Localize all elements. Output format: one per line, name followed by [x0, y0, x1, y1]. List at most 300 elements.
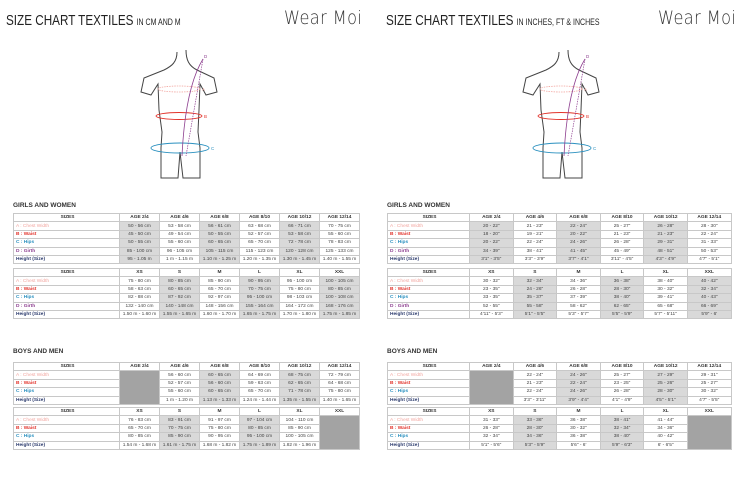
size-cell: 1.50 m - 1.60 m: [120, 310, 160, 318]
table-row: [14, 294, 360, 302]
size-cell: 148 - 156 cm: [200, 302, 240, 310]
size-cell: 25 - 27": [600, 222, 644, 230]
column-header: AGE 2/4: [470, 363, 514, 371]
size-cell: 1.13 m - 1.33 m: [200, 396, 240, 404]
size-cell: 55 - 60 cm: [320, 230, 360, 238]
column-header: XL: [644, 269, 688, 277]
size-cell: 5'1" - 5'6": [470, 441, 514, 449]
size-cell: 28 - 30": [687, 222, 731, 230]
size-cell: 96 - 105 cm: [160, 247, 200, 255]
size-cell: 3'3" - 3'11": [513, 396, 557, 404]
size-cell: 78 - 83 cm: [320, 239, 360, 247]
row-label: C : Hips: [388, 294, 470, 302]
size-cell: 26 - 28": [600, 239, 644, 247]
column-header: M: [557, 269, 601, 277]
size-cell: 65 - 70 cm: [240, 239, 280, 247]
row-label: Height (Size): [14, 255, 120, 263]
size-cell: 120 - 128 cm: [280, 247, 320, 255]
column-header: AGE 6/8: [200, 214, 240, 222]
size-cell: 5'5" - 5'9": [600, 310, 644, 318]
column-header: AGE 6/8: [200, 363, 240, 371]
size-cell: 71 - 78 cm: [280, 388, 320, 396]
size-cell: 26 - 28": [557, 285, 601, 293]
label-d: D: [586, 54, 590, 59]
size-cell: 70 - 75 cm: [160, 424, 200, 432]
size-cell: 95 - 100 cm: [240, 294, 280, 302]
size-cell: 5'3" - 5'7": [557, 310, 601, 318]
size-cell: 1.10 m - 1.25 m: [200, 255, 240, 263]
table-row: [388, 230, 732, 238]
header-row: [388, 214, 732, 222]
row-label: Height (Size): [388, 441, 470, 449]
column-header: S: [513, 269, 557, 277]
size-cell: 45 - 50 cm: [120, 230, 160, 238]
size-cell: 1.75 m - 1.85 m: [320, 310, 360, 318]
size-cell: 50 - 55 cm: [120, 239, 160, 247]
size-cell: 90 - 95 cm: [240, 277, 280, 285]
section-heading: GIRLS AND WOMEN: [387, 202, 450, 209]
row-label: A : Chest Width: [388, 222, 470, 230]
table-row: [388, 371, 732, 379]
size-cell: 40 - 43": [687, 294, 731, 302]
size-cell: 25 - 27": [687, 379, 731, 387]
size-table: [13, 407, 360, 450]
size-cell: 50 - 53": [687, 247, 731, 255]
size-cell: 140 - 148 cm: [160, 302, 200, 310]
size-cell: 50 - 56 cm: [120, 222, 160, 230]
row-label: D : Girth: [388, 247, 470, 255]
size-cell: 4'11" - 5'3": [470, 310, 514, 318]
size-cell: 82 - 88 cm: [120, 294, 160, 302]
size-cell: 70 - 75 cm: [320, 222, 360, 230]
row-label: B : Waist: [14, 285, 120, 293]
size-cell: 22 - 24": [687, 230, 731, 238]
size-cell: 80 - 85 cm: [120, 433, 160, 441]
size-cell: 40 - 42": [644, 433, 688, 441]
header-row: [14, 269, 360, 277]
size-cell: 29 - 31": [644, 239, 688, 247]
header-row: [14, 408, 360, 416]
row-label: Height (Size): [388, 396, 470, 404]
size-cell: 3'9" - 4'4": [557, 396, 601, 404]
girth-line: [564, 59, 588, 156]
size-cell: 31 - 33": [687, 239, 731, 247]
unavailable-cell: [320, 416, 360, 450]
size-cell: 59 - 63 cm: [240, 379, 280, 387]
size-table: [13, 213, 360, 264]
table-row: [388, 239, 732, 247]
size-cell: 21 - 23": [513, 379, 557, 387]
size-cell: 72 - 78 cm: [280, 239, 320, 247]
label-a: A: [584, 87, 588, 92]
column-header: AGE 6/8: [557, 214, 601, 222]
wear-moi-logo: Wear Moi: [284, 7, 363, 29]
column-header: XXL: [320, 269, 360, 277]
size-cell: 66 - 71 cm: [280, 222, 320, 230]
column-header: XL: [280, 408, 320, 416]
column-header: M: [200, 408, 240, 416]
row-label: Height (Size): [14, 310, 120, 318]
size-cell: 95 - 100 cm: [240, 433, 280, 441]
table-row: [388, 247, 732, 255]
row-label: A : Chest Width: [14, 222, 120, 230]
size-cell: 20 - 22": [470, 239, 514, 247]
size-cell: 95 - 1.05 m: [120, 255, 160, 263]
column-header: AGE 4/6: [513, 363, 557, 371]
column-header: S: [160, 269, 200, 277]
size-cell: 38 - 40": [600, 294, 644, 302]
column-header: XS: [120, 269, 160, 277]
size-cell: 65 - 70 cm: [200, 285, 240, 293]
column-header: XL: [280, 269, 320, 277]
size-cell: 36 - 38": [557, 433, 601, 441]
size-cell: 55 - 60 cm: [160, 388, 200, 396]
label-c: C: [211, 146, 215, 151]
size-cell: 1.35 m - 1.55 m: [280, 396, 320, 404]
size-cell: 28 - 30": [513, 424, 557, 432]
size-cell: 70 - 75 cm: [240, 285, 280, 293]
header-row: [14, 214, 360, 222]
row-label: C : Hips: [14, 239, 120, 247]
table-row: [14, 433, 360, 441]
size-cell: 5'6" - 6': [557, 441, 601, 449]
size-cell: 5'3" - 5'9": [513, 441, 557, 449]
size-cell: 85 - 100 cm: [120, 247, 160, 255]
size-cell: 60 - 65 cm: [160, 285, 200, 293]
row-label: C : Hips: [14, 388, 120, 396]
size-cell: 60 - 65 cm: [200, 239, 240, 247]
size-cell: 155 - 164 cm: [240, 302, 280, 310]
size-cell: 4'7" - 5'5": [687, 396, 731, 404]
page-title: [6, 12, 181, 29]
girth-dashed-line: [186, 59, 206, 156]
size-cell: 29 - 31": [687, 371, 731, 379]
size-cell: 32 - 34": [513, 277, 557, 285]
size-cell: 23 - 35": [470, 285, 514, 293]
row-label: C : Hips: [14, 294, 120, 302]
column-header: AGE 4/6: [513, 214, 557, 222]
column-header: AGE 8/10: [240, 214, 280, 222]
column-header: AGE 4/6: [160, 363, 200, 371]
size-cell: 22 - 24": [513, 388, 557, 396]
chest-line: [540, 86, 582, 92]
label-b: B: [586, 114, 590, 119]
column-header: AGE 12/14: [687, 214, 731, 222]
size-table: [387, 213, 732, 264]
table-row: [14, 371, 360, 379]
size-cell: 80 - 85 cm: [160, 277, 200, 285]
size-cell: 125 - 133 cm: [320, 247, 360, 255]
size-cell: 115 - 123 cm: [240, 247, 280, 255]
table-row: [388, 222, 732, 230]
label-c: C: [593, 146, 597, 151]
row-label: B : Waist: [388, 285, 470, 293]
size-cell: 95 - 100 cm: [280, 277, 320, 285]
column-header: AGE 12/14: [687, 363, 731, 371]
table-row: [14, 222, 360, 230]
size-cell: 32 - 34": [470, 433, 514, 441]
size-cell: 24 - 26": [557, 371, 601, 379]
size-cell: 20 - 22": [557, 230, 601, 238]
row-label: B : Waist: [14, 379, 120, 387]
size-cell: 55 - 60 cm: [160, 239, 200, 247]
label-d: D: [204, 54, 208, 59]
column-header: AGE 2/4: [470, 214, 514, 222]
label-b: B: [204, 114, 208, 119]
table-row: [388, 255, 732, 263]
size-cell: 26 - 28": [600, 388, 644, 396]
title-text: SIZE CHART TEXTILES: [6, 12, 134, 29]
size-cell: 20 - 22": [470, 222, 514, 230]
size-cell: 63 - 68 cm: [240, 222, 280, 230]
column-header: S: [513, 408, 557, 416]
table-row: [14, 277, 360, 285]
size-cell: 1.65 m - 1.75 m: [240, 310, 280, 318]
table-row: [14, 388, 360, 396]
row-label: A : Chest Width: [14, 277, 120, 285]
size-cell: 1.70 m - 1.80 m: [280, 310, 320, 318]
table-row: [14, 302, 360, 310]
size-cell: 58 - 62": [557, 302, 601, 310]
chest-line: [158, 86, 200, 92]
size-cell: 60 - 65 cm: [200, 371, 240, 379]
size-cell: 4'5" - 5'1": [644, 396, 688, 404]
size-cell: 28 - 30": [600, 285, 644, 293]
row-label: B : Waist: [388, 379, 470, 387]
size-cell: 64 - 69 cm: [240, 371, 280, 379]
size-cell: 4'7" - 5'1": [687, 255, 731, 263]
section-heading: BOYS AND MEN: [13, 348, 64, 355]
table-row: [388, 388, 732, 396]
row-label: D : Girth: [388, 302, 470, 310]
size-table: [387, 268, 732, 319]
column-header: SIZES: [388, 269, 470, 277]
table-row: [14, 441, 360, 449]
column-header: AGE 8/10: [240, 363, 280, 371]
size-cell: 37 - 39": [557, 294, 601, 302]
size-cell: 5'9" - 6': [687, 310, 731, 318]
size-cell: 75 - 80 cm: [120, 277, 160, 285]
table-row: [14, 239, 360, 247]
row-label: Height (Size): [388, 255, 470, 263]
row-label: A : Chest Width: [14, 371, 120, 379]
wear-moi-logo: Wear Moi: [658, 7, 737, 29]
size-cell: 1.40 m - 1.65 m: [320, 396, 360, 404]
size-cell: 68 - 75 cm: [280, 371, 320, 379]
size-cell: 35 - 37": [513, 294, 557, 302]
size-table: [387, 407, 732, 450]
size-cell: 48 - 51": [644, 247, 688, 255]
column-header: AGE 10/12: [280, 363, 320, 371]
table-row: [388, 310, 732, 318]
column-header: XXL: [687, 408, 731, 416]
size-cell: 60 - 65 cm: [200, 388, 240, 396]
size-cell: 100 - 108 cm: [320, 294, 360, 302]
size-chart-inches-panel: [380, 0, 740, 477]
size-cell: 3'11" - 4'5": [600, 255, 644, 263]
size-cell: 83 - 91 cm: [160, 416, 200, 424]
size-cell: 21 - 23": [513, 222, 557, 230]
row-label: Height (Size): [14, 396, 120, 404]
section-heading: BOYS AND MEN: [387, 348, 438, 355]
size-cell: 75 - 80 cm: [280, 285, 320, 293]
size-cell: 28 - 30": [644, 388, 688, 396]
row-label: C : Hips: [388, 433, 470, 441]
size-cell: 1.20 m - 1.35 m: [240, 255, 280, 263]
row-label: Height (Size): [388, 310, 470, 318]
size-cell: 30 - 32": [557, 424, 601, 432]
size-cell: 92 - 97 cm: [200, 294, 240, 302]
table-row: [14, 396, 360, 404]
unavailable-cell: [687, 416, 731, 450]
row-label: A : Chest Width: [14, 416, 120, 424]
size-cell: 104 - 110 cm: [280, 416, 320, 424]
size-cell: 22 - 24": [513, 239, 557, 247]
header-row: [14, 363, 360, 371]
column-header: L: [600, 269, 644, 277]
size-cell: 53 - 58 cm: [280, 230, 320, 238]
size-cell: 22 - 24": [513, 371, 557, 379]
table-row: [388, 433, 732, 441]
waist-line: [156, 113, 202, 120]
row-label: C : Hips: [14, 433, 120, 441]
row-label: D : Girth: [14, 302, 120, 310]
size-table: [13, 362, 360, 405]
column-header: AGE 2/4: [120, 363, 160, 371]
size-cell: 25 - 26": [644, 379, 688, 387]
size-cell: 4'1" - 4'9": [600, 396, 644, 404]
column-header: XXL: [687, 269, 731, 277]
table-row: [14, 424, 360, 432]
size-cell: 97 - 104 cm: [240, 416, 280, 424]
row-label: B : Waist: [388, 230, 470, 238]
column-header: AGE 4/6: [160, 214, 200, 222]
size-cell: 100 - 105 cm: [280, 433, 320, 441]
column-header: AGE 10/12: [644, 363, 688, 371]
title-subtitle: IN CM AND M: [136, 17, 181, 27]
row-label: A : Chest Width: [388, 371, 470, 379]
size-cell: 50 - 55 cm: [200, 230, 240, 238]
size-cell: 21 - 23": [600, 230, 644, 238]
size-cell: 168 - 176 cm: [320, 302, 360, 310]
size-cell: 4'3" - 4'9": [644, 255, 688, 263]
column-header: L: [240, 269, 280, 277]
section-heading: GIRLS AND WOMEN: [13, 202, 76, 209]
row-label: B : Waist: [388, 424, 470, 432]
column-header: SIZES: [14, 408, 120, 416]
size-cell: 30 - 32": [687, 388, 731, 396]
row-label: C : Hips: [388, 388, 470, 396]
table-row: [14, 379, 360, 387]
size-cell: 27 - 29": [644, 371, 688, 379]
size-cell: 80 - 85 cm: [320, 285, 360, 293]
header-row: [388, 408, 732, 416]
size-cell: 1.61 m - 1.75 m: [160, 441, 200, 449]
table-row: [388, 277, 732, 285]
size-cell: 56 - 60 cm: [160, 371, 200, 379]
header-row: [388, 269, 732, 277]
size-cell: 5'9" - 6'3": [600, 441, 644, 449]
size-cell: 38 - 40": [644, 277, 688, 285]
size-cell: 164 - 172 cm: [280, 302, 320, 310]
table-row: [14, 230, 360, 238]
size-cell: 30 - 32": [470, 277, 514, 285]
size-cell: 80 - 85 cm: [240, 424, 280, 432]
size-cell: 52 - 57 cm: [160, 379, 200, 387]
size-cell: 25 - 27": [600, 371, 644, 379]
column-header: XS: [470, 269, 514, 277]
row-label: A : Chest Width: [388, 416, 470, 424]
size-cell: 66 - 69": [687, 302, 731, 310]
size-cell: 90 - 95 cm: [200, 433, 240, 441]
size-cell: 105 - 115 cm: [200, 247, 240, 255]
table-row: [14, 416, 360, 424]
size-cell: 56 - 60 cm: [200, 379, 240, 387]
column-header: AGE 12/14: [320, 214, 360, 222]
size-cell: 1 m - 1.15 m: [160, 255, 200, 263]
size-cell: 75 - 80 cm: [200, 424, 240, 432]
column-header: XS: [470, 408, 514, 416]
size-cell: 6' - 6'5": [644, 441, 688, 449]
size-cell: 1.30 m - 1.45 m: [280, 255, 320, 263]
size-cell: 24 - 26": [513, 285, 557, 293]
size-cell: 30 - 32": [644, 285, 688, 293]
row-label: Height (Size): [14, 441, 120, 449]
page-title: [386, 12, 600, 29]
row-label: D : Girth: [14, 247, 120, 255]
table-row: [14, 247, 360, 255]
size-cell: 64 - 68 cm: [320, 379, 360, 387]
column-header: M: [557, 408, 601, 416]
size-cell: 41 - 45": [557, 247, 601, 255]
title-subtitle: IN INCHES, FT & INCHES: [516, 17, 600, 27]
size-cell: 85 - 90 cm: [200, 277, 240, 285]
size-cell: 1.82 m - 1.96 m: [280, 441, 320, 449]
size-cell: 55 - 58": [513, 302, 557, 310]
size-cell: 85 - 90 cm: [280, 424, 320, 432]
size-cell: 85 - 90 cm: [160, 433, 200, 441]
column-header: L: [240, 408, 280, 416]
size-cell: 5'1" - 5'5": [513, 310, 557, 318]
size-cell: 24 - 26": [557, 239, 601, 247]
table-row: [388, 379, 732, 387]
size-cell: 45 - 49": [600, 247, 644, 255]
size-cell: 98 - 103 cm: [280, 294, 320, 302]
column-header: S: [160, 408, 200, 416]
size-cell: 1.75 m - 1.89 m: [240, 441, 280, 449]
size-cell: 38 - 40": [600, 433, 644, 441]
size-cell: 26 - 28": [470, 424, 514, 432]
size-cell: 32 - 34": [600, 424, 644, 432]
size-cell: 34 - 39": [470, 247, 514, 255]
column-header: AGE 8/10: [600, 214, 644, 222]
unavailable-cell: [120, 371, 160, 405]
size-cell: 24 - 26": [557, 388, 601, 396]
size-cell: 87 - 92 cm: [160, 294, 200, 302]
size-cell: 56 - 61 cm: [200, 222, 240, 230]
column-header: XXL: [320, 408, 360, 416]
size-cell: 62 - 65 cm: [280, 379, 320, 387]
body-measurement-figure: [502, 40, 622, 190]
size-cell: 52 - 55": [470, 302, 514, 310]
size-cell: 21 - 23": [644, 230, 688, 238]
table-row: [388, 416, 732, 424]
size-cell: 33 - 36": [513, 416, 557, 424]
size-cell: 75 - 80 cm: [320, 388, 360, 396]
size-cell: 36 - 38": [600, 277, 644, 285]
size-cell: 34 - 36": [557, 277, 601, 285]
row-label: B : Waist: [14, 424, 120, 432]
